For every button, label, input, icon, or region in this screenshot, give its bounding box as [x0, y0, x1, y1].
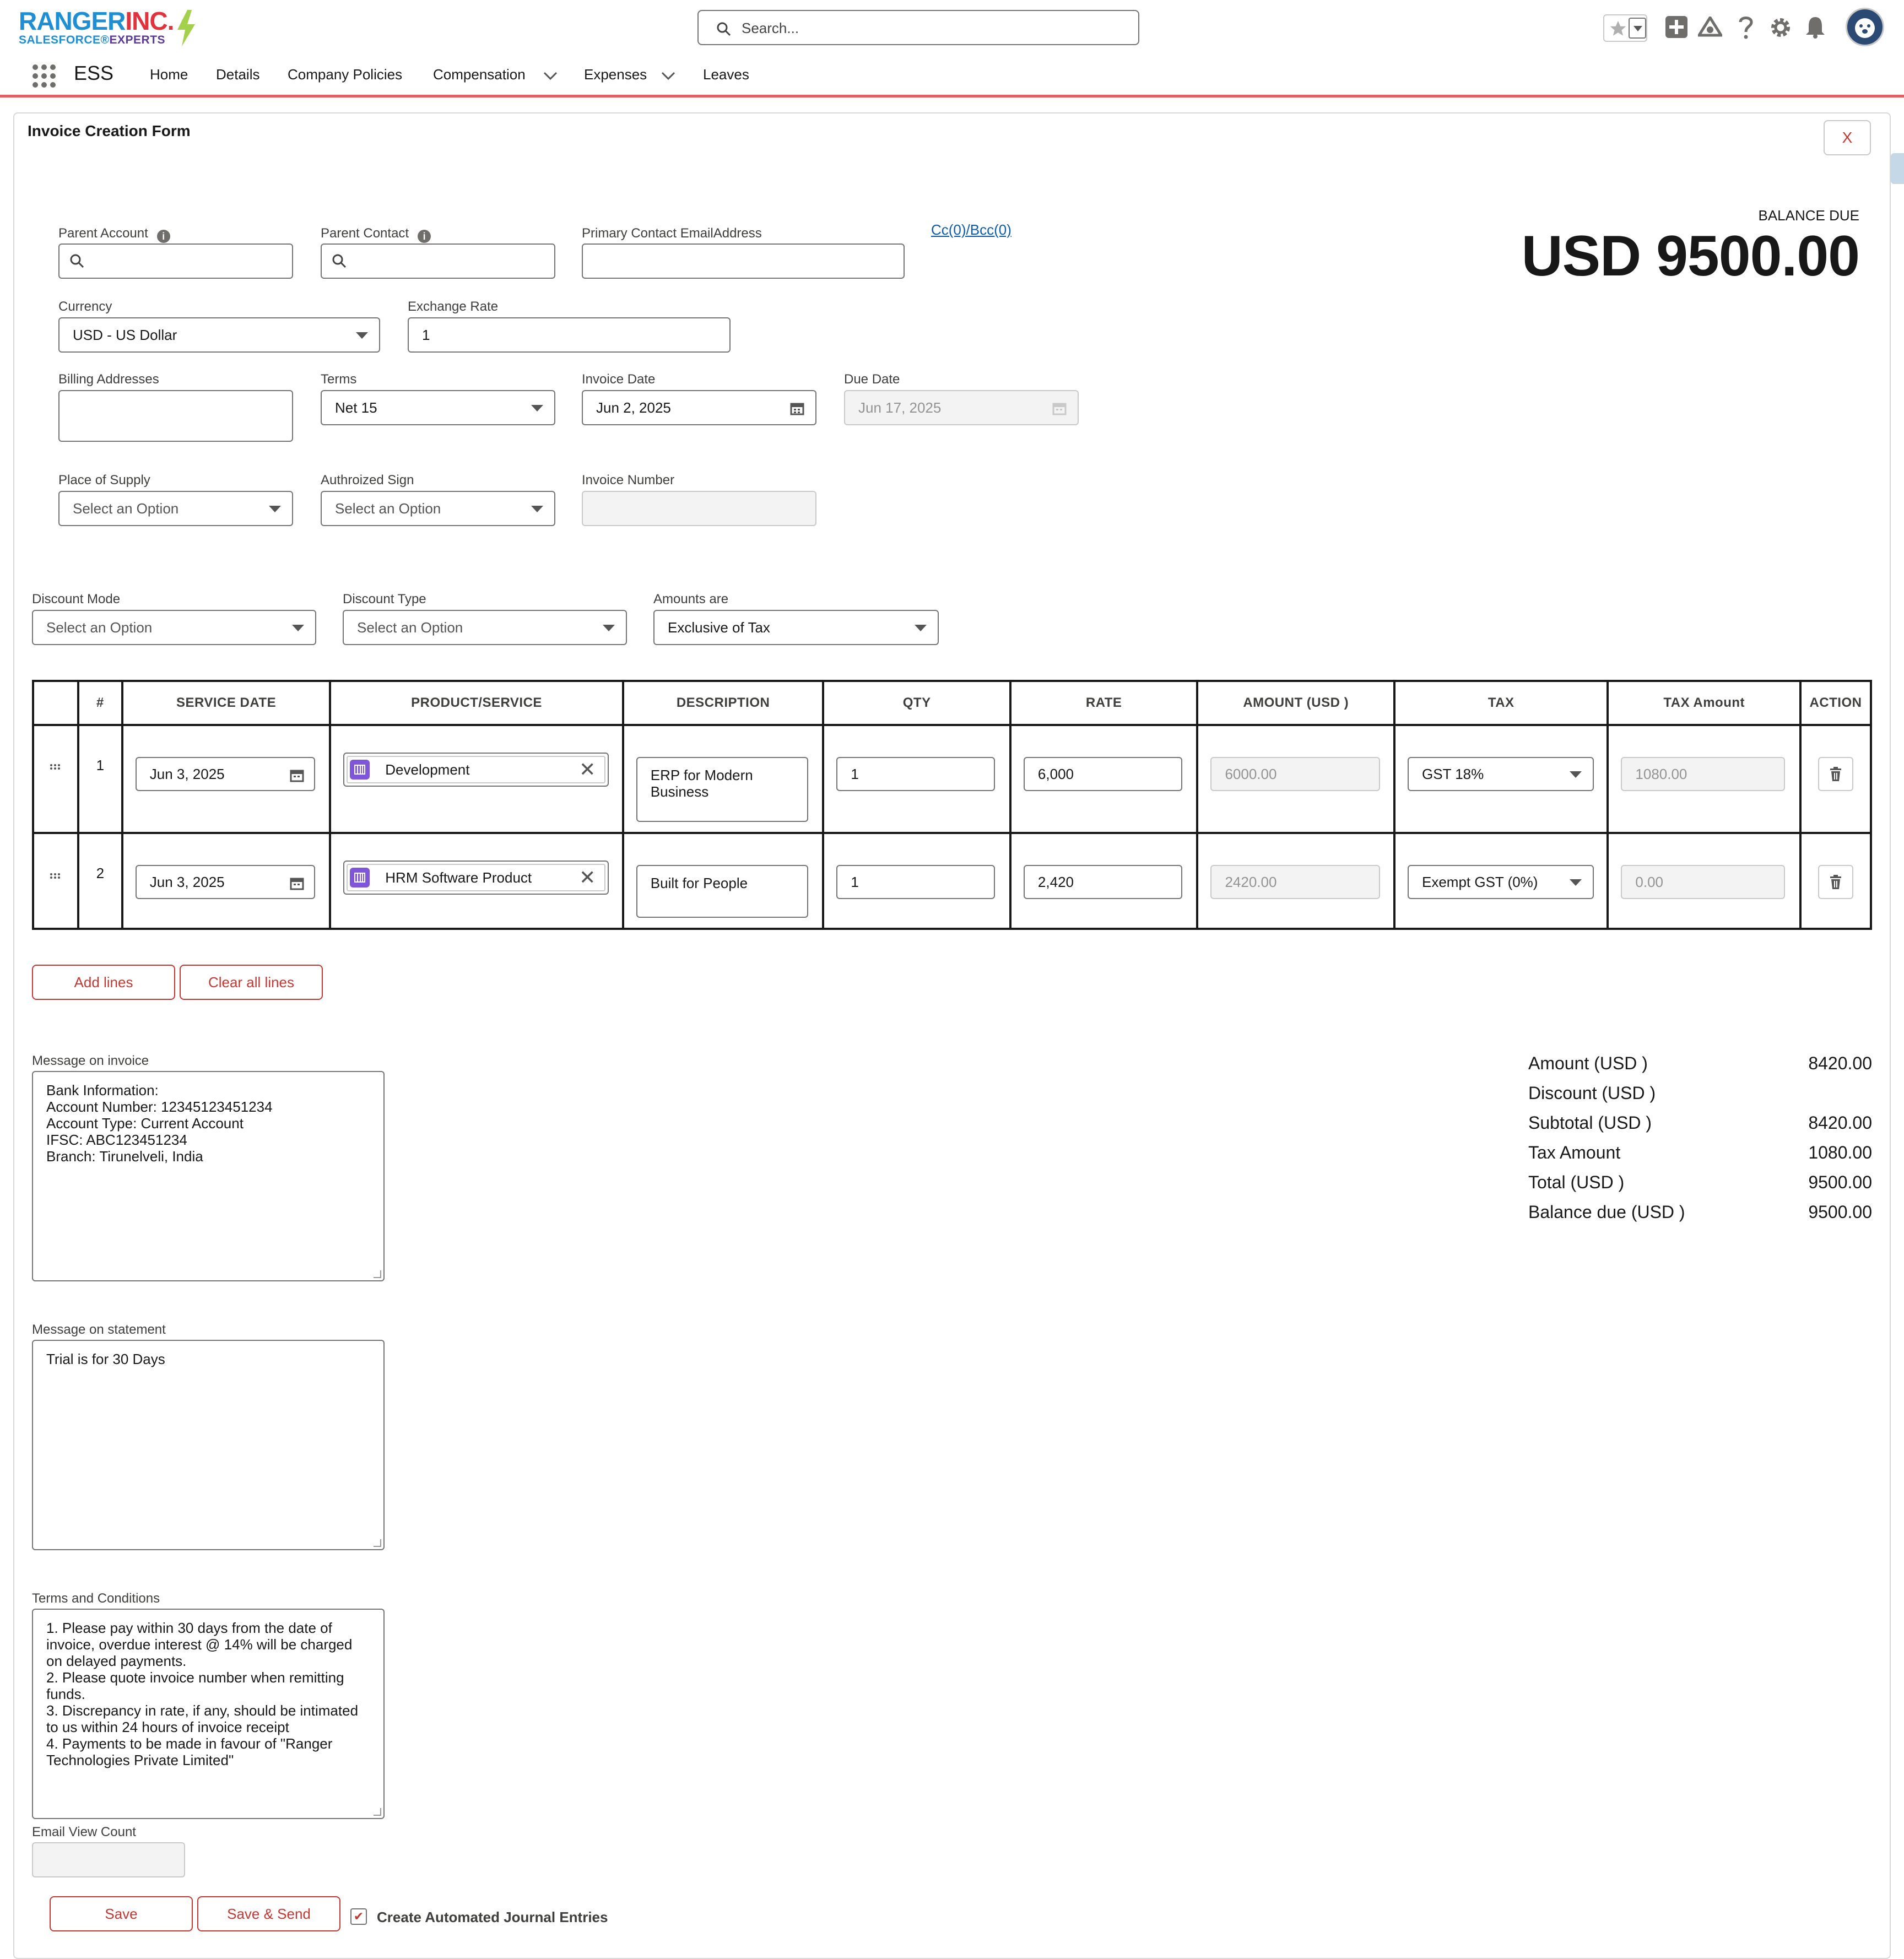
product-icon: [350, 868, 370, 887]
calendar-icon[interactable]: [290, 768, 304, 782]
column-header: DESCRIPTION: [623, 681, 824, 725]
journal-entries-label: Create Automated Journal Entries: [377, 1909, 608, 1925]
authorized-sign-select[interactable]: [321, 491, 555, 526]
trailhead-icon[interactable]: [1698, 17, 1722, 39]
bolt-icon: [175, 10, 197, 46]
terms-select[interactable]: [321, 390, 555, 425]
amounts-are-label: Amounts are: [653, 592, 729, 607]
drag-handle-icon: [50, 873, 61, 879]
exchange-rate-label: Exchange Rate: [408, 299, 499, 314]
service-date-value: Jun 3, 2025: [149, 874, 225, 890]
qty-cell: [823, 833, 1010, 929]
parent-account-label: Parent Account i: [58, 226, 170, 243]
chevron-down-icon: [1633, 26, 1642, 31]
column-header: TAX: [1394, 681, 1608, 725]
terms-value: Net 15: [335, 399, 377, 416]
global-header: [0, 0, 1904, 97]
primary-email-label: Primary Contact EmailAddress: [582, 226, 762, 241]
tax-value: GST 18%: [1422, 766, 1484, 782]
resize-grip-icon[interactable]: [374, 1539, 381, 1547]
nav-expenses[interactable]: Expenses: [584, 66, 647, 83]
info-icon[interactable]: i: [418, 230, 431, 243]
nav-leaves[interactable]: Leaves: [703, 66, 749, 83]
billing-addresses-textarea[interactable]: [58, 390, 293, 442]
caret-down-icon: [1570, 771, 1582, 778]
close-icon[interactable]: ✕: [579, 866, 596, 889]
invoice-date-label: Invoice Date: [582, 372, 656, 387]
total-value: 8420.00: [1808, 1113, 1872, 1133]
currency-value: USD - US Dollar: [73, 327, 177, 343]
resize-grip-icon[interactable]: [374, 1270, 381, 1278]
service-date-value: Jun 3, 2025: [149, 766, 225, 782]
total-label: Subtotal (USD ): [1528, 1113, 1652, 1133]
exchange-rate-input[interactable]: 1: [408, 317, 731, 353]
total-value: 9500.00: [1808, 1172, 1872, 1192]
discount-mode-label: Discount Mode: [32, 592, 121, 607]
tax-amount-cell: [1608, 725, 1800, 833]
place-of-supply-select[interactable]: [58, 491, 293, 526]
description-cell: [623, 833, 824, 929]
terms-label: Terms: [321, 372, 357, 387]
discount-type-select[interactable]: [343, 610, 627, 645]
rate-cell: [1010, 725, 1198, 833]
close-icon[interactable]: ✕: [579, 758, 596, 781]
caret-down-icon: [292, 625, 304, 631]
tax-value: Exempt GST (0%): [1422, 874, 1538, 890]
row-number: 2: [78, 833, 122, 929]
drag-handle[interactable]: [33, 833, 78, 929]
email-view-count-label: Email View Count: [32, 1825, 136, 1839]
search-placeholder: Search...: [742, 20, 799, 36]
product-cell: [330, 833, 623, 929]
caret-down-icon: [1570, 879, 1582, 886]
message-statement-textarea[interactable]: [32, 1340, 385, 1550]
qty-input[interactable]: 1: [836, 865, 995, 899]
amount-input: 2420.00: [1210, 865, 1380, 899]
message-invoice-value: Bank Information: Account Number: 12345123451234 Account Type: Current Account IFSC: ABC123451234 Branch: Tirunelveli, India: [46, 1082, 273, 1165]
action-cell: [1800, 833, 1871, 929]
avatar-icon: [1847, 9, 1883, 45]
tax-amount-input: 1080.00: [1621, 757, 1785, 791]
caret-down-icon: [269, 506, 281, 512]
row-number: 1: [78, 725, 122, 833]
billing-addresses-label: Billing Addresses: [58, 372, 159, 387]
amount-cell: [1197, 833, 1394, 929]
amount-cell: [1197, 725, 1394, 833]
logo-text-2: INC.: [125, 7, 174, 35]
logo-text-1: RANGER: [19, 7, 126, 35]
caret-down-icon: [531, 506, 543, 512]
calendar-icon[interactable]: [790, 401, 804, 415]
tax-cell: [1394, 725, 1608, 833]
currency-label: Currency: [58, 299, 112, 314]
description-cell: [623, 725, 824, 833]
column-header: TAX Amount: [1608, 681, 1800, 725]
tax-select[interactable]: [1408, 757, 1594, 791]
place-of-supply-value: Select an Option: [73, 500, 179, 517]
parent-contact-label: Parent Contact i: [321, 226, 431, 243]
app-launcher-icon[interactable]: [32, 64, 56, 88]
parent-contact-input[interactable]: [321, 243, 555, 279]
invoice-number-input: [582, 491, 816, 526]
message-invoice-label: Message on invoice: [32, 1053, 149, 1068]
column-header: RATE: [1010, 681, 1198, 725]
product-name: Development: [385, 761, 470, 778]
search-icon: [716, 21, 732, 37]
user-avatar[interactable]: [1846, 8, 1884, 46]
tax-amount-input: 0.00: [1621, 865, 1785, 899]
invoice-number-label: Invoice Number: [582, 473, 675, 488]
close-button[interactable]: X: [1824, 120, 1871, 155]
service-date-input[interactable]: [136, 865, 315, 899]
search-icon: [69, 253, 85, 269]
cc-bcc-link[interactable]: Cc(0)/Bcc(0): [931, 221, 1012, 238]
clear-all-lines-button[interactable]: Clear all lines: [180, 965, 323, 1000]
total-value: 8420.00: [1808, 1053, 1872, 1073]
discount-mode-value: Select an Option: [46, 619, 153, 636]
message-statement-value: Trial is for 30 Days: [46, 1351, 165, 1367]
parent-account-input[interactable]: [58, 243, 293, 279]
nav-compensation[interactable]: Compensation: [433, 66, 526, 83]
search-icon: [332, 253, 347, 269]
column-header: SERVICE DATE: [122, 681, 331, 725]
service-date-cell: [122, 725, 331, 833]
amounts-are-value: Exclusive of Tax: [668, 619, 770, 636]
service-date-cell: [122, 833, 331, 929]
place-of-supply-label: Place of Supply: [58, 473, 150, 488]
tax-cell: [1394, 833, 1608, 929]
save-send-button[interactable]: Save & Send: [197, 1896, 340, 1931]
logo-text-4: EXPERTS: [109, 34, 166, 46]
column-header: AMOUNT (USD ): [1197, 681, 1394, 725]
drag-handle-icon: [50, 764, 61, 770]
side-panel-tab[interactable]: [1891, 153, 1904, 184]
invoice-date-input[interactable]: [582, 390, 816, 425]
caret-down-icon: [356, 332, 368, 339]
amount-input: 6000.00: [1210, 757, 1380, 791]
nav-underline: [0, 95, 1904, 98]
primary-email-input[interactable]: [582, 243, 905, 279]
favorites-button[interactable]: [1603, 14, 1647, 42]
discount-mode-select[interactable]: [32, 610, 316, 645]
qty-cell: [823, 725, 1010, 833]
due-date-input: [844, 390, 1079, 425]
add-lines-button[interactable]: Add lines: [32, 965, 175, 1000]
logo-text-3: SALESFORCE®: [19, 34, 110, 46]
rate-cell: [1010, 833, 1198, 929]
nav-home[interactable]: Home: [150, 66, 188, 83]
trash-icon: [1829, 766, 1842, 782]
app-name: ESS: [74, 62, 114, 84]
column-header: ACTION: [1800, 681, 1871, 725]
star-icon: [1609, 19, 1627, 38]
due-date-value: Jun 17, 2025: [858, 399, 942, 416]
total-value: 1080.00: [1808, 1143, 1872, 1162]
bell-icon[interactable]: [1805, 15, 1826, 39]
table-header-row: [33, 681, 1871, 725]
action-cell: [1800, 725, 1871, 833]
total-value: 9500.00: [1808, 1202, 1872, 1222]
tax-select[interactable]: [1408, 865, 1594, 899]
product-cell: [330, 725, 623, 833]
description-textarea[interactable]: Built for People: [636, 865, 808, 918]
product-icon: [350, 760, 370, 780]
resize-grip-icon[interactable]: [374, 1808, 381, 1816]
discount-type-value: Select an Option: [357, 619, 463, 636]
message-statement-label: Message on statement: [32, 1322, 166, 1337]
service-date-input[interactable]: [136, 757, 315, 791]
total-label: Amount (USD ): [1528, 1053, 1648, 1073]
company-logo[interactable]: [19, 8, 201, 47]
delete-row-button[interactable]: [1818, 865, 1853, 899]
terms-conditions-label: Terms and Conditions: [32, 1591, 160, 1606]
rate-input[interactable]: 2,420: [1024, 865, 1182, 899]
delete-row-button[interactable]: [1818, 757, 1853, 791]
table-row: [33, 833, 1871, 929]
add-icon[interactable]: [1665, 15, 1688, 39]
total-label: Discount (USD ): [1528, 1083, 1656, 1103]
gear-icon[interactable]: [1770, 17, 1792, 39]
product-name: HRM Software Product: [385, 869, 532, 886]
save-button[interactable]: Save: [50, 1896, 193, 1931]
column-header: #: [78, 681, 122, 725]
discount-type-label: Discount Type: [343, 592, 426, 607]
qty-input[interactable]: 1: [836, 757, 995, 791]
balance-due-label: BALANCE DUE: [1758, 207, 1859, 224]
calendar-icon[interactable]: [290, 876, 304, 890]
caret-down-icon: [603, 625, 615, 631]
amounts-are-select[interactable]: [653, 610, 939, 645]
caret-down-icon: [531, 405, 543, 412]
authorized-sign-label: Authroized Sign: [321, 473, 414, 488]
balance-due-value: USD 9500.00: [1521, 224, 1859, 288]
help-icon[interactable]: [1737, 15, 1755, 40]
info-icon[interactable]: i: [157, 230, 170, 243]
table-row: [33, 725, 1871, 833]
global-search-input[interactable]: [697, 10, 1139, 45]
journal-entries-checkbox[interactable]: ✔: [350, 1908, 367, 1925]
nav-details[interactable]: Details: [216, 66, 260, 83]
invoice-date-value: Jun 2, 2025: [596, 399, 671, 416]
column-header: PRODUCT/SERVICE: [330, 681, 623, 725]
chevron-down-icon[interactable]: [543, 72, 558, 80]
description-textarea[interactable]: ERP for Modern Business: [636, 757, 808, 822]
rate-input[interactable]: 6,000: [1024, 757, 1182, 791]
total-label: Total (USD ): [1528, 1172, 1625, 1192]
calendar-icon: [1052, 401, 1067, 415]
currency-select[interactable]: [58, 317, 380, 353]
product-lookup[interactable]: [343, 861, 609, 895]
tax-amount-cell: [1608, 833, 1800, 929]
form-title: Invoice Creation Form: [28, 122, 191, 139]
total-label: Balance due (USD ): [1528, 1202, 1685, 1222]
drag-column-header: [33, 681, 78, 725]
nav-company-policies[interactable]: Company Policies: [288, 66, 403, 83]
drag-handle[interactable]: [33, 725, 78, 833]
total-label: Tax Amount: [1528, 1143, 1621, 1162]
chevron-down-icon[interactable]: [661, 72, 675, 80]
due-date-label: Due Date: [844, 372, 900, 387]
email-view-count-input: [32, 1842, 185, 1877]
caret-down-icon: [915, 625, 927, 631]
terms-conditions-textarea[interactable]: [32, 1609, 385, 1819]
column-header: QTY: [823, 681, 1010, 725]
line-items-table: [32, 680, 1872, 930]
trash-icon: [1829, 874, 1842, 890]
message-invoice-textarea[interactable]: [32, 1071, 385, 1281]
authorized-sign-value: Select an Option: [335, 500, 441, 517]
product-lookup[interactable]: [343, 753, 609, 787]
terms-conditions-value: 1. Please pay within 30 days from the date of invoice, overdue interest @ 14% will be charged on delayed payments. 2. Please quote invoice number when remitting funds. 3. Discrepancy in rate, if any, should be intimated to us within 24 hours of invoice receipt 4. Payments to be made in favour of "Ranger Technologies Private Limited": [46, 1620, 359, 1768]
